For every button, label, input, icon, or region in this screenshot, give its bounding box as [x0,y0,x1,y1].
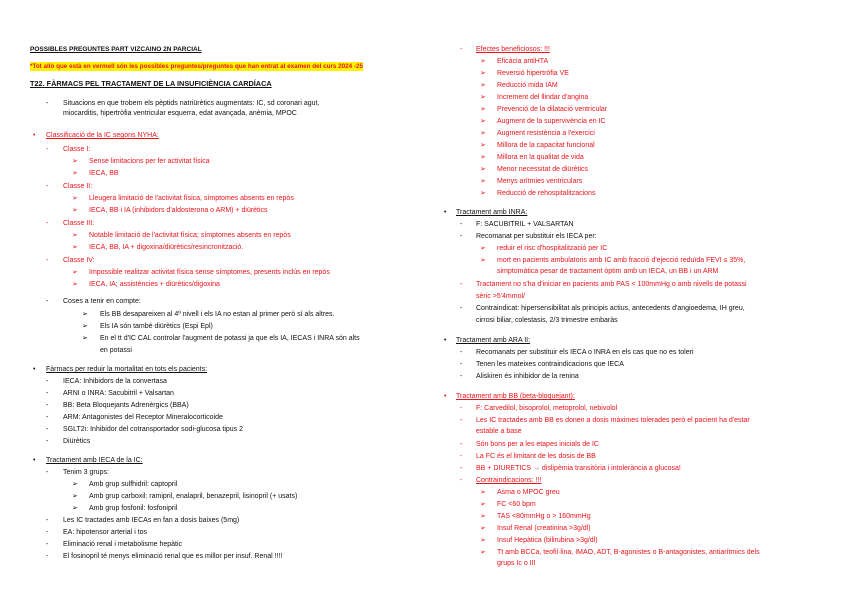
arrow-marker: ➢ [480,58,486,65]
drug-item: BB: Beta Bloquejants Adrenèrgics (BBA) [63,402,189,409]
effect-item: Prevenció de la dilatació ventricular [497,106,608,113]
dash-marker: - [460,46,463,53]
bb-contra: Insuf Renal (creatinina >3g/dl) [497,525,591,532]
arrow-marker: ➢ [480,178,486,185]
drug-item: IECA: Inhibidors de la convertasa [63,378,167,385]
arrow-marker: ➢ [72,158,78,165]
dash-marker: - [46,100,49,107]
ieca-group: Amb grup fosfonil: fosfonipril [89,505,178,512]
aside-label: Coses a tenir en compte: [63,298,141,305]
dash-marker: - [46,402,49,409]
dash-marker: - [460,221,463,228]
bb-heading: Tractament amb BB (beta-bloquejant): [456,393,575,400]
bb-contra: Tt amb BCCa, teofil·lina, IMAO, ADT, B-agonistes o B-antagonistes, antiarítmics dels [497,549,760,556]
arrow-marker: ➢ [72,481,78,488]
drug-item: ARM: Antagonistes del Receptor Mineralocorticoide [63,414,223,421]
aside-item: en potassi [100,347,132,354]
arrow-marker: ➢ [72,170,78,177]
dash-marker: - [46,469,49,476]
effect-item: Augment de la supervivència en IC [497,118,606,125]
arrow-marker: ➢ [480,166,486,173]
nyha-class-label: Classe I: [63,146,91,153]
effect-item: Menys arítmies ventriculars [497,178,583,185]
arrow-marker: ➢ [82,335,88,342]
arrow-marker: ➢ [82,323,88,330]
effect-item: Millora de la capacitat funcional [497,142,595,149]
dash-marker: - [460,305,463,312]
bb-line: estable a base [476,428,522,435]
effect-item: Reducció mida IAM [497,82,558,89]
ara-line: Tenen les mateixes contraindicacions que IECA [476,361,624,368]
bb-contra: FC <60 bpm [497,501,536,508]
dash-marker: - [46,553,49,560]
effect-item: Increment del llindar d'angina [497,94,589,101]
bb-line: Les IC tractades amb BB es donen a dosis màximes tolerades però el pacient ha d'estar [476,417,750,424]
effect-item: Eficàcia antiHTA [497,58,549,65]
ieca-group: Amb grup carboxil: ramipril, enalapril, benazepril, lisinopril (+ usats) [89,493,298,500]
bb-contra: Asma o MPOC greu [497,489,560,496]
effects-heading: Efectes beneficiosos: !!! [476,46,550,53]
nyha-item: Notable limitació de l'activitat física; símptomes absents en repòs [89,232,291,239]
bb-line: BB + DIURETICS → dislipèmia transitòria i intolerància a glucosa! [476,465,681,472]
dash-marker: - [46,390,49,397]
arrow-marker: ➢ [480,549,486,556]
nyha-item: Lleugera limitació de l'activitat física, símptomes absents en repòs [89,195,294,202]
inra-line: simptomàtica pesar de tractament òptim amb un IECA, un BB i un ARM [497,268,719,275]
arrow-marker: ➢ [480,118,486,125]
nyha-item: Impossible realitzar activitat física sense símptomes, presents inclús en repòs [89,269,330,276]
dash-marker: - [460,373,463,380]
ara-heading: Tractament amb ARA II: [456,337,531,344]
dash-marker: - [460,417,463,424]
dash-marker: - [46,426,49,433]
dash-marker: - [460,441,463,448]
effect-item: Reducció de rehospitalitzacions [497,190,596,197]
aside-item: Els IA són també diürètics (Espi Epl) [100,323,213,330]
arrow-marker: ➢ [480,154,486,161]
nyha-item: IECA, BB, IA + digoxina/diürètics/resincronització. [89,244,244,251]
bullet-marker: • [33,457,36,464]
dash-marker: - [46,529,49,536]
doc-title: POSSIBLES PREGUNTES PART VIZCAINO 2N PARCIAL [30,46,202,53]
drug-item: ARNI o INRA: Sacubitril + Valsartan [63,390,174,397]
arrow-marker: ➢ [72,493,78,500]
arrow-marker: ➢ [72,505,78,512]
dash-marker: - [46,257,49,264]
arrow-marker: ➢ [72,269,78,276]
arrow-marker: ➢ [480,94,486,101]
ieca-heading: Tractament amb IECA de la IC: [46,457,143,464]
ieca-note: EA: hipotensor arterial i tos [63,529,148,536]
dash-marker: - [460,477,463,484]
effect-item: Millora en la qualitat de vida [497,154,584,161]
ara-line: Recomanats per substituir els IECA o INRA en els cas que no es toleri [476,349,694,356]
ieca-groups-label: Tenim 3 grups: [63,469,109,476]
dash-marker: - [460,233,463,240]
bb-contra: Insuf Hepàtica (bilirubina >3g/dl) [497,537,598,544]
effect-item: Menor necessitat de diürètics [497,166,589,173]
inra-line: Recomanat per substituir els IECA per: [476,233,597,240]
intro-line: miocarditis, hipertròfia ventricular esquerra, edat avançada, anèmia, MPOC [63,110,297,117]
section-title: T22. FÀRMACS PEL TRACTAMENT DE LA INSUFICIÈNCIA CARDÍACA [30,79,272,88]
nyha-class-label: Classe III: [63,220,95,227]
inra-line: sèric >5'4mmol/ [476,293,525,300]
bb-line: La FC és el limitant de les dosis de BB [476,453,596,460]
arrow-marker: ➢ [480,501,486,508]
bullet-marker: • [444,393,447,400]
dash-marker: - [460,281,463,288]
ieca-note: El fosinopril té menys eliminació renal que es millor per insuf. Renal !!!! [63,553,283,560]
dash-marker: - [46,438,49,445]
nyha-item: Sense limitacions per fer activitat física [89,158,210,165]
nyha-item: IECA, BB i IA (inhibidors d'aldosterona o ARM) + diürètics [89,207,268,214]
dash-marker: - [46,298,49,305]
nyha-item: IECA, BB [89,170,119,177]
inra-line: Tractament no s'ha d'iniciar en pacients amb PAS < 100mmHg o amb nivells de potassi [476,281,747,288]
arrow-marker: ➢ [72,207,78,214]
arrow-marker: ➢ [480,525,486,532]
arrow-marker: ➢ [480,489,486,496]
arrow-marker: ➢ [480,190,486,197]
nyha-heading: Classificació de la IC segons NYHA: [46,132,159,139]
inra-line: reduir el risc d'hospitalització per IC [497,245,608,252]
bb-contra: grups Ic o III [497,560,536,567]
aside-item: En el tt d'IC CAL controlar l'augment de potassi ja que els IA, IECAS i INRA són alts [100,335,360,342]
arrow-marker: ➢ [480,537,486,544]
ara-line: Aliskiren és inhibidor de la renina [476,373,579,380]
dash-marker: - [460,349,463,356]
dash-marker: - [460,361,463,368]
inra-line: F: SACUBITRIL + VALSARTAN [476,221,574,228]
bullet-marker: • [33,366,36,373]
arrow-marker: ➢ [480,106,486,113]
dash-marker: - [46,183,49,190]
bb-contra: TAS <80mmHg o > 160mmHg [497,513,591,520]
arrow-marker: ➢ [480,257,486,264]
effect-item: Augment resistència a l'exercici [497,130,595,137]
nyha-class-label: Classe II: [63,183,93,190]
arrow-marker: ➢ [480,70,486,77]
nyha-class-label: Classe IV: [63,257,95,264]
bb-line: F: Carvedilol, bisoprolol, metoprolol, nebivolol [476,405,618,412]
arrow-marker: ➢ [480,245,486,252]
effect-item: Reversió hipertròfia VE [497,70,569,77]
bullet-marker: • [33,132,36,139]
bb-line: Són bons per a les etapes inicials de IC [476,441,599,448]
dash-marker: - [46,517,49,524]
arrow-marker: ➢ [82,311,88,318]
arrow-marker: ➢ [72,232,78,239]
dash-marker: - [460,453,463,460]
dash-marker: - [46,414,49,421]
nyha-item: IECA, IA; assistències + diürètics/digoxina [89,281,220,288]
bb-line: Contraindicacions: !!! [476,477,542,484]
dash-marker: - [46,146,49,153]
arrow-marker: ➢ [480,513,486,520]
drug-item: SGLT2i: Inhibidor del cotransportador sodi-glucosa tipus 2 [63,426,244,433]
ieca-note: Les IC tractades amb IECAs en fan a dosis baixes (5mg) [63,517,240,524]
arrow-marker: ➢ [72,281,78,288]
bullet-marker: • [444,337,447,344]
arrow-marker: ➢ [480,130,486,137]
inra-heading: Tractament amb INRA: [456,209,528,216]
arrow-marker: ➢ [480,142,486,149]
arrow-marker: ➢ [72,244,78,251]
arrow-marker: ➢ [480,82,486,89]
intro-line: Situacions en que trobem els pèptids natriürètics augmentats: IC, sd coronari agut, [63,100,320,107]
dash-marker: - [46,220,49,227]
dash-marker: - [46,378,49,385]
aside-item: Els BB desapareixen al 4º nivell i els IA no estan al primer però sí als altres. [100,311,335,318]
arrow-marker: ➢ [72,195,78,202]
bullet-marker: • [444,209,447,216]
drug-item: Diürètics [63,438,91,445]
drugs-heading: Fàrmacs per reduir la mortalitat en tots els pacients: [46,366,208,373]
inra-line: mort en pacients ambulatoris amb IC amb fracció d'ejecció reduïda FEVI ≤ 35%, [497,257,746,264]
dash-marker: - [460,405,463,412]
inra-line: Contraindicat: hipersensibilitat als principis actius, antecedents d'angioedema, IH greu, [476,305,745,312]
doc-note: *Tot allò que està en vermell són les possibles preguntes/preguntes que han entrat al examen del curs 2024 -25 [30,63,364,70]
ieca-note: Eliminació renal i metabolisme hepàtic [63,541,183,548]
ieca-group: Amb grup sulfhidril: captopril [89,481,178,488]
dash-marker: - [460,465,463,472]
inra-line: cirrosi biliar, colestasis, 2/3 trimestre embaràs [476,317,618,324]
dash-marker: - [46,541,49,548]
